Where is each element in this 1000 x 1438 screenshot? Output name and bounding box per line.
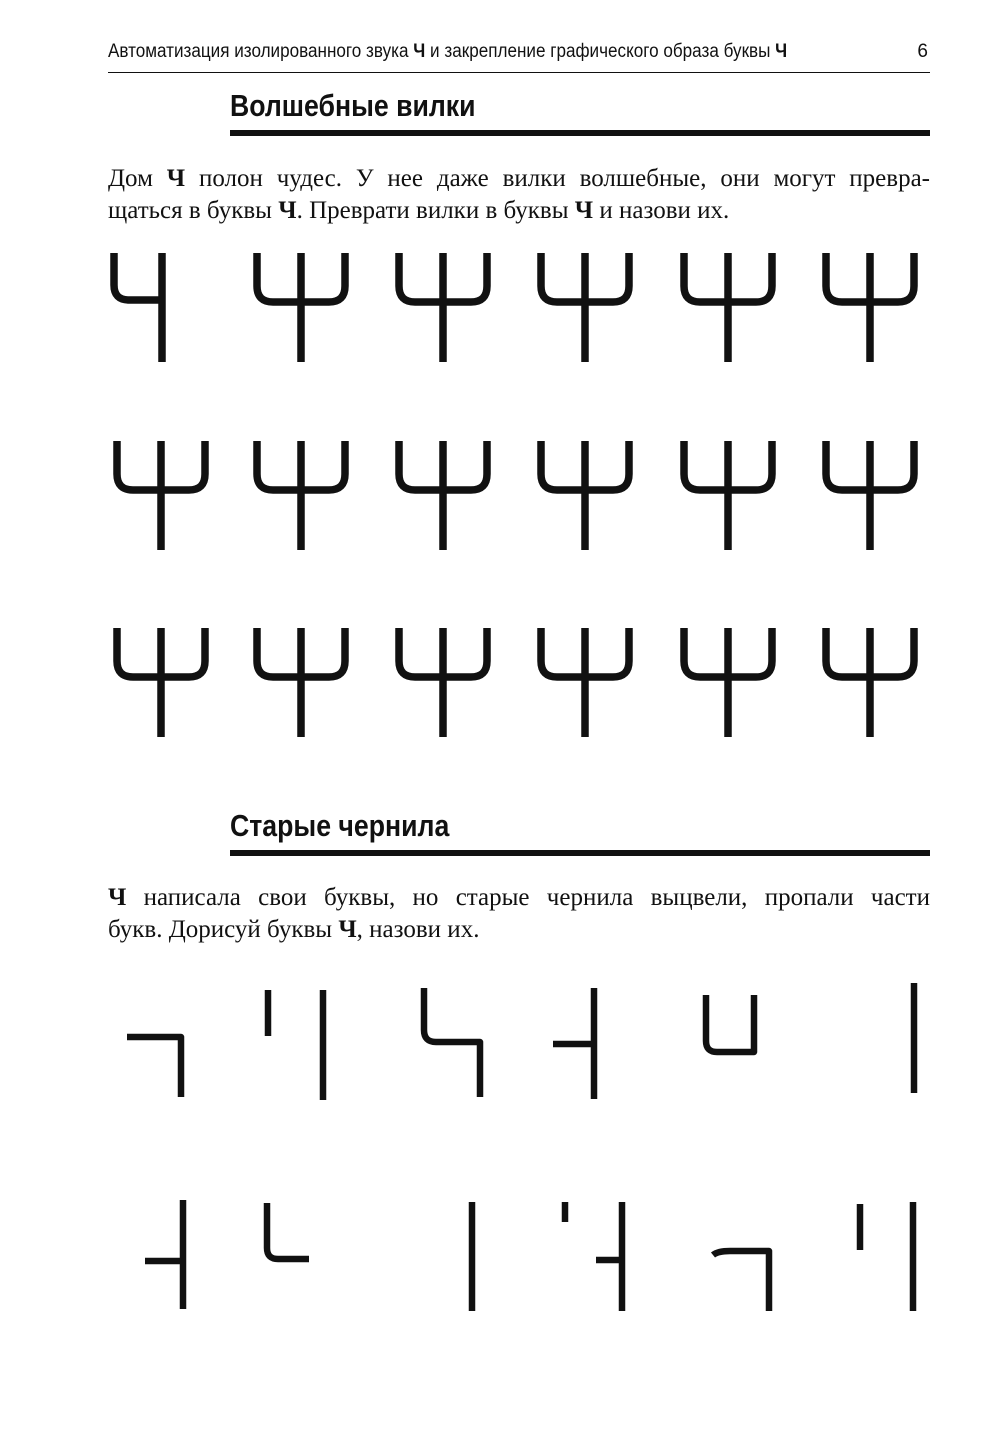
- task-text-line: Дом Ч полон чудес. У нее даже вилки волшебные, они могут превра-: [108, 165, 930, 192]
- faded-letter-fragment[interactable]: [424, 988, 480, 1097]
- faded-letter-fragment[interactable]: [706, 995, 754, 1052]
- faded-letter-fragment[interactable]: [267, 1203, 309, 1259]
- faded-letter-fragment[interactable]: [268, 990, 323, 1100]
- faded-letter-fragment[interactable]: [553, 988, 594, 1099]
- task-text-line: щаться в буквы Ч. Преврати вилки в буквы Ч и назови их.: [108, 197, 730, 224]
- section-title-old-ink: Старые чернила: [230, 808, 450, 843]
- faded-letter-fragment[interactable]: [565, 1202, 622, 1311]
- faded-letter-fragment[interactable]: [127, 1037, 181, 1097]
- faded-letter-fragment[interactable]: [860, 1202, 913, 1311]
- header-title: Автоматизация изолированного звука Ч и закрепление графического образа буквы Ч: [108, 41, 788, 62]
- section-title-magic-forks: Волшебные вилки: [230, 88, 476, 123]
- faded-letter-fragment[interactable]: [145, 1200, 183, 1309]
- task-text-line: Ч написала свои буквы, но старые чернила выцвели, пропали части: [108, 884, 930, 911]
- task-text-line: букв. Дорисуй буквы Ч, назови их.: [108, 916, 480, 943]
- page-number: 6: [917, 41, 928, 62]
- faded-letter-fragment[interactable]: [713, 1251, 769, 1311]
